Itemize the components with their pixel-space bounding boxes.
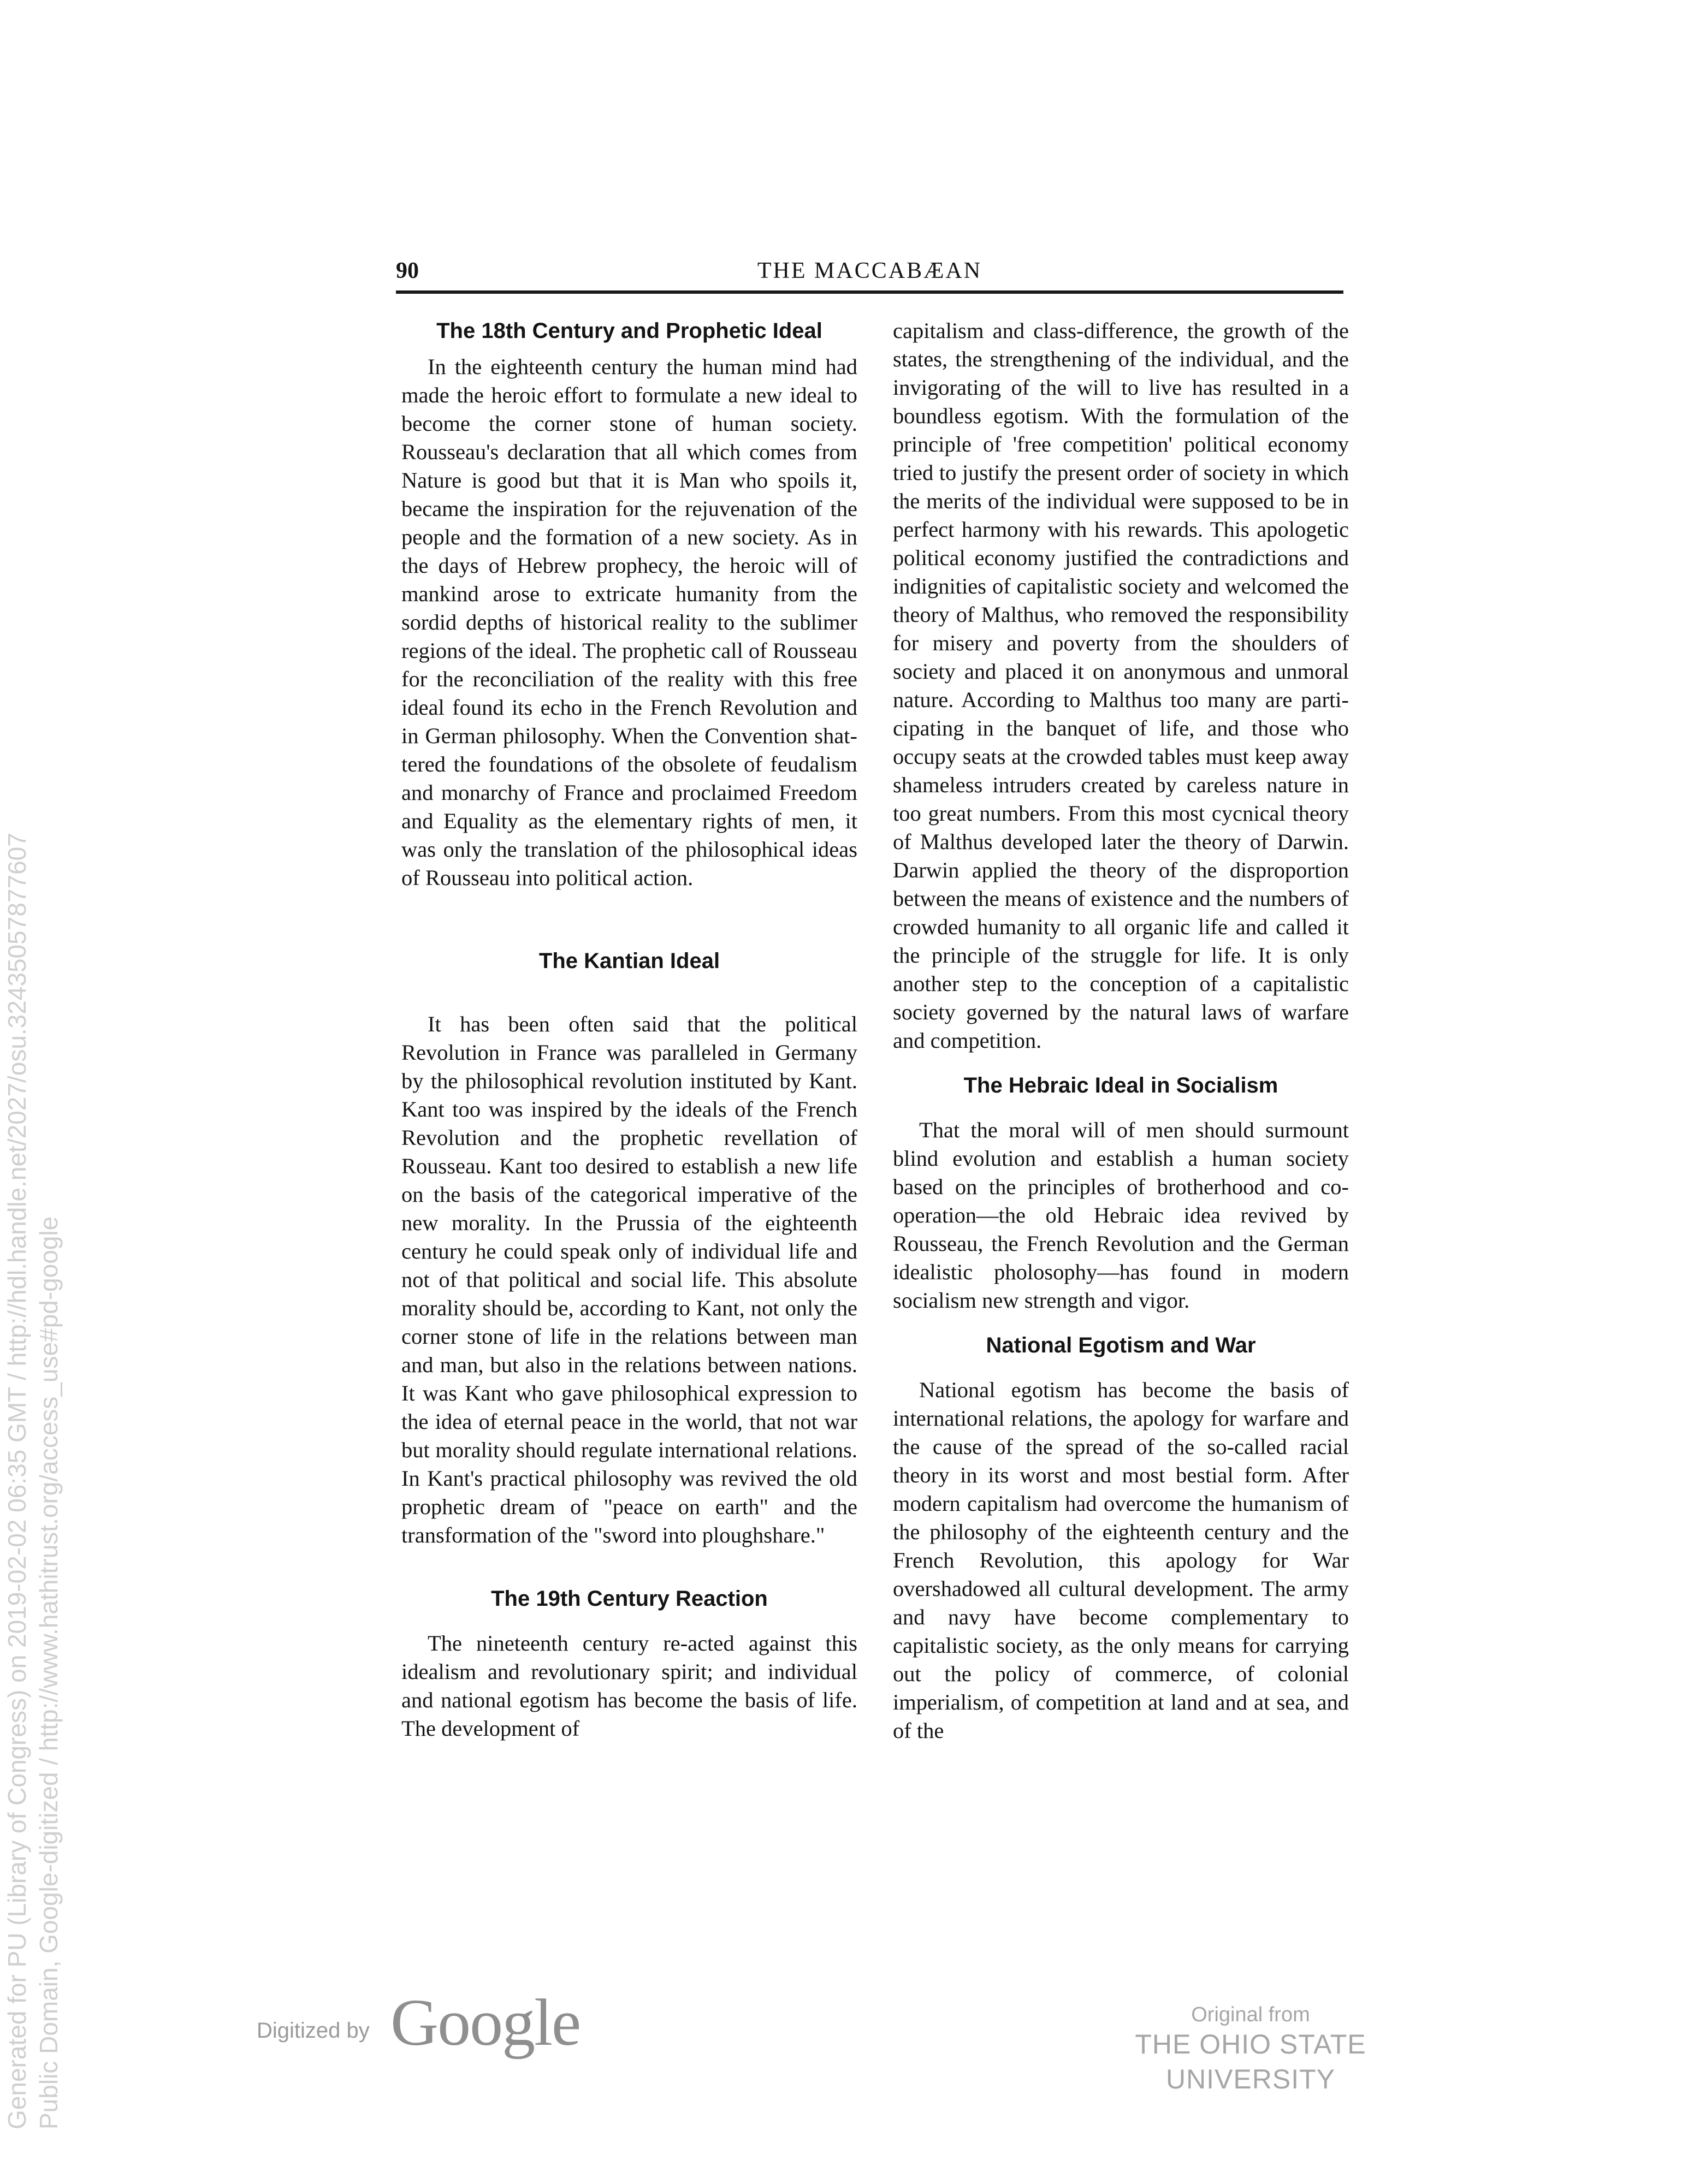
digitized-by-label: Digitized by [257,2019,370,2043]
watermark-line-2: Public Domain, Google-digitized / http://www.hathitrust.org/access_use#pd-google [34,1216,63,2129]
page-header [396,258,1343,294]
left-column [401,317,857,1743]
paragraph-hebraic-ideal: That the moral will of men should surmount blind evolution and establish a human society based on the principles of brotherhood and co-operation—the old Hebraic idea revived by Rousseau, the French Revolution and the German idealistic pholosophy—has found in modern socialism new strength and vigor. [893,1118,1349,1313]
original-source [1059,2003,1442,2097]
hathitrust-watermark [1,833,64,2129]
google-logo: Google [390,1986,581,2060]
section-heading-18th-century: The 18th Century and Prophetic Ideal [436,319,822,343]
paragraph-18th-century: In the eighteenth century the human mind had made the heroic effort to formulate a new ideal to become the corner stone of human society. Rousseau's declaration that all which comes from Nature is good but that it is Man who spoils it, became the inspiration for the rejuvenation of the people and the formation of a new society. As in the days of Hebrew prophecy, the heroic will of mankind arose to extricate humanity from the sordid depths of historical reality to the sublimer regions of the ideal. The prophetic call of Rousseau for the reconciliation of the reality with this free ideal found its echo in the French Revolution and in German philosophy. When the Convention shattered the foundations of the obsolete of feudalism and monarchy of France and proclaimed Freedom and Equality as the elementary rights of men, it was only the translation of the philosophical ideas of Rousseau into political action. [401,354,857,890]
page-number: 90 [396,258,419,283]
right-column [893,317,1349,1745]
section-heading-kantian-ideal: The Kantian Ideal [538,949,720,973]
section-heading-hebraic-ideal: The Hebraic Ideal in Socialism [963,1073,1278,1097]
section-heading-19th-century: The 19th Century Reaction [491,1587,768,1611]
paragraph-capitalism: capitalism and class-difference, the growth of the states, the strengthening of the individual, and the invigorating of the will to live has resulted in a boundless egotism. With the formulation of the principle of 'free competition' political economy tried to justify the present order of society in which the merits of the individual were supposed to be in perfect harmony with his rewards. This apologetic political economy justified the contradictions and indignities of capitalistic society and welcomed the theory of Malthus, who removed the responsibility for misery and poverty from the shoulders of society and placed it on anonymous and unmoral nature. According to Malthus too many are participating in the banquet of life, and those who occupy seats at the crowded tables must keep away shameless intruders created by careless nature in too great numbers. From this most cycnical theory of Malthus developed later the theory of Darwin. Darwin applied the theory of the disproportion between the means of existence and the numbers of crowded humanity to all organic life and called it the principle of the struggle for life. It is only another step to the conception of a capitalistic society governed by the natural laws of warfare and competition. [893,318,1349,1053]
paragraph-national-egotism: National egotism has become the basis of international relations, the apology for warfare and the cause of the spread of the so-called racial theory in its worst and most bestial form. After modern capitalism had overcome the humanism of the philosophy of the eighteenth century and the French Revolution, this apology for War overshadowed all cultural development. The army and navy have become complementary to capitalistic society, as the only means for carrying out the policy of commerce, of colonial imperialism, of competition at land and at sea, and of the [893,1378,1349,1743]
running-title: THE MACCABÆAN [757,258,982,283]
original-from-label: Original from [1191,2003,1310,2026]
watermark-line-1: Generated for PU (Library of Congress) on 2019-02-02 06:35 GMT / http://hdl.handle.net/2027/osu.32435057877607 [3,833,31,2129]
section-heading-national-egotism: National Egotism and War [986,1333,1256,1357]
paragraph-kantian-ideal: It has been often said that the political Revolution in France was paralleled in Germany by the philosophical revolution instituted by Kant. Kant too was inspired by the ideals of the French Revolution and the prophetic revellation of Rousseau. Kant too desired to establish a new life on the basis of the categorical imperative of the new morality. In the Prussia of the eighteenth century he could speak only of individual life and not of that political and social life. This absolute morality should be, according to Kant, not only the corner stone of life in the relations between man and man, but also in the relations between nations. It was Kant who gave philosophical expression to the idea of eternal peace in the world, that not war but morality should regulate international relations. In Kant's practical philosophy was revived the old prophetic dream of "peace on earth" and the transformation of the "sword into ploughshare." [401,1012,857,1547]
university-name: THE OHIO STATE UNIVERSITY [1135,2029,1366,2094]
paragraph-19th-century: The nineteenth century re-acted against this idealism and revolutionary spirit; and individual and national egotism has become the basis of life. The development of [401,1631,857,1741]
